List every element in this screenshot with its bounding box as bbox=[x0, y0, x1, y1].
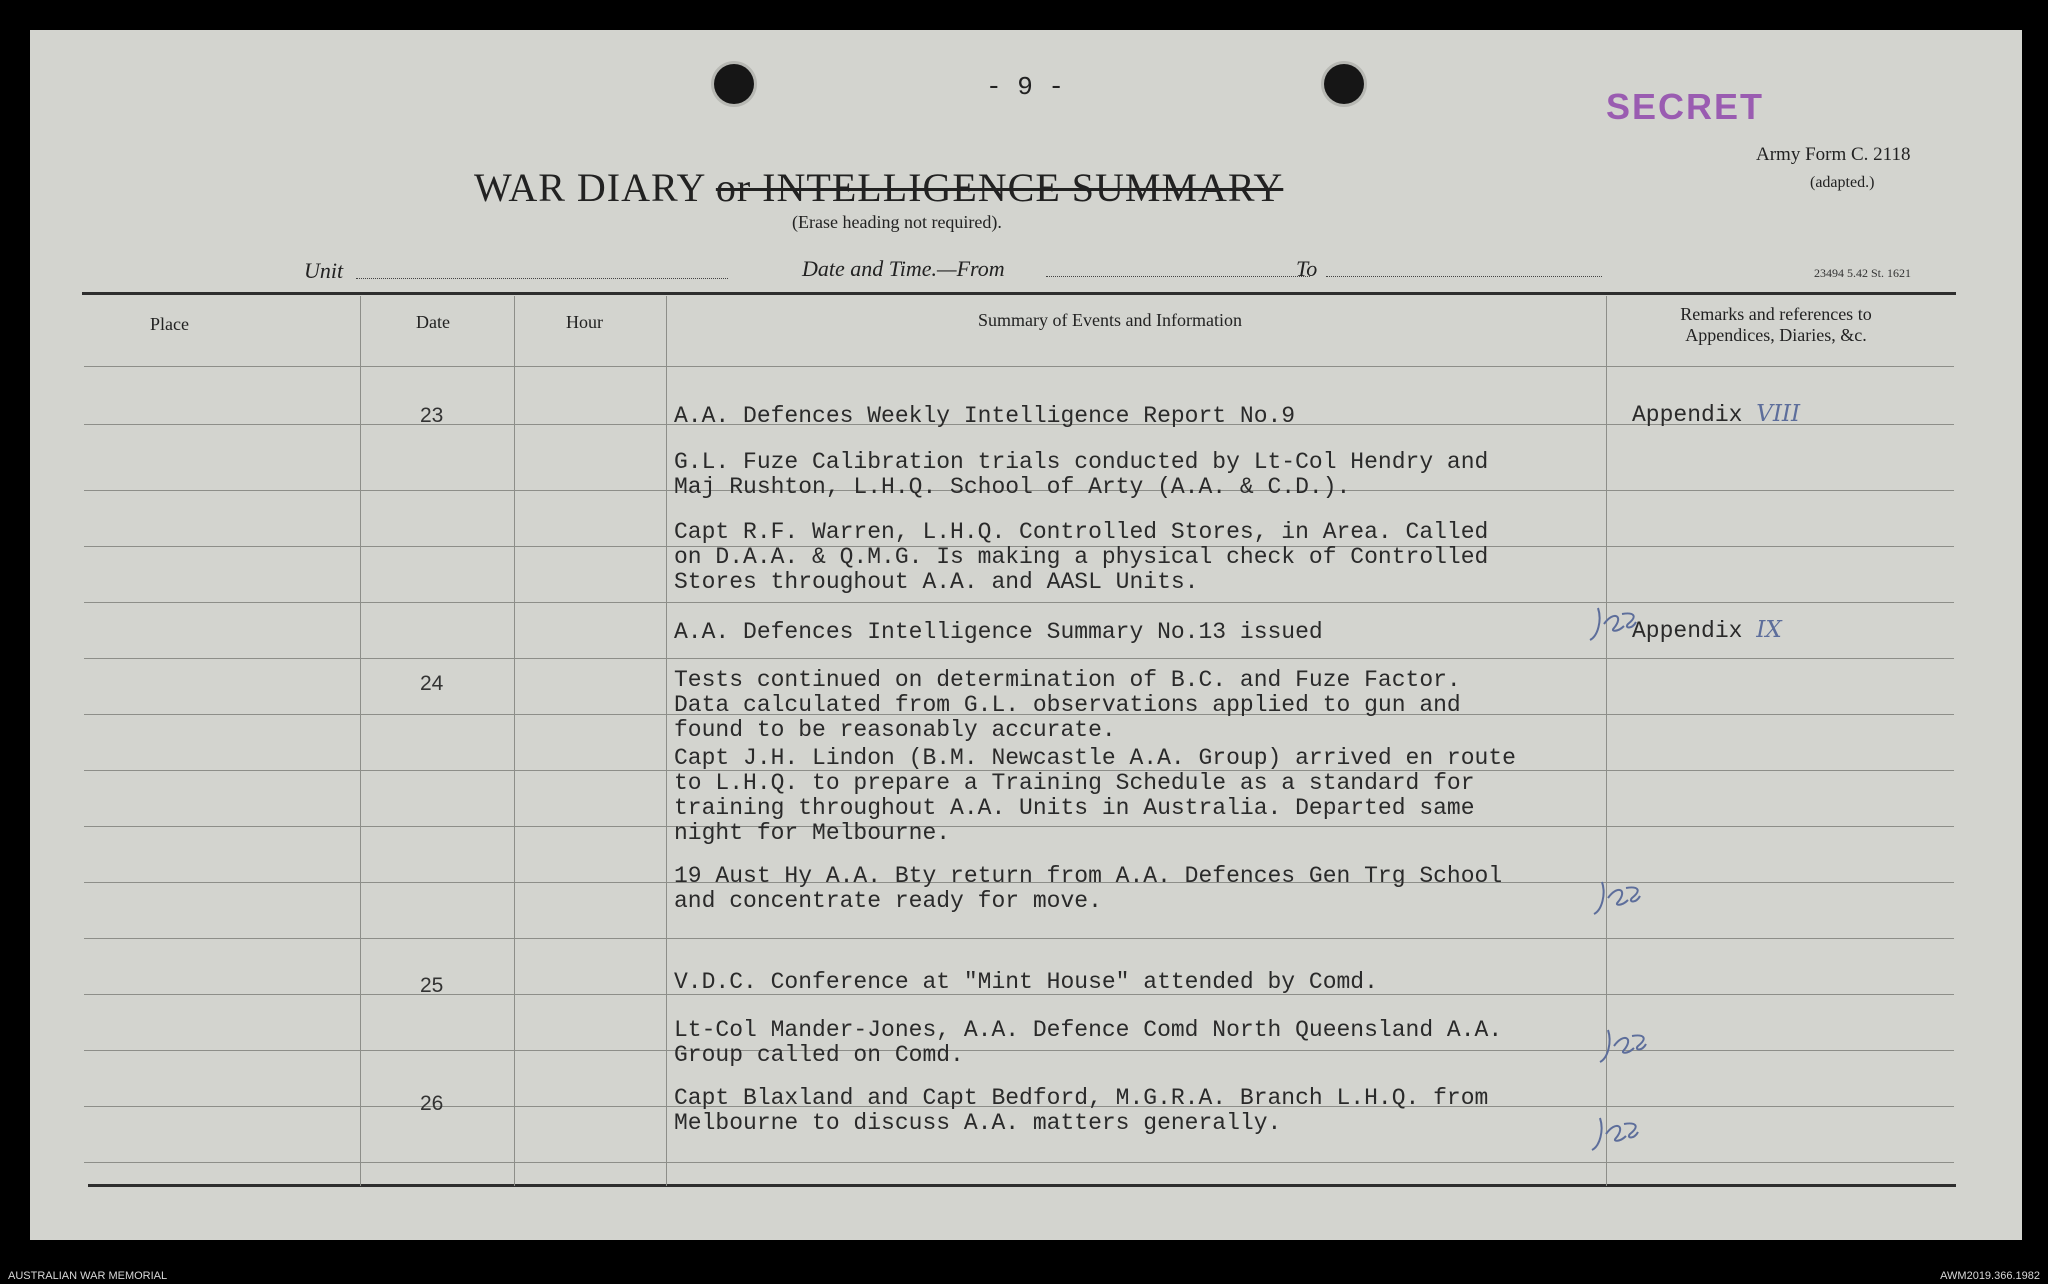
entry-line: 19 Aust Hy A.A. Bty return from A.A. Defences Gen Trg School bbox=[674, 863, 1503, 889]
entry-line: Group called on Comd. bbox=[674, 1042, 964, 1068]
entry-line: Capt J.H. Lindon (B.M. Newcastle A.A. Group) arrived en route bbox=[674, 745, 1516, 771]
entry-line: training throughout A.A. Units in Australia. Departed same bbox=[674, 795, 1475, 821]
entry-line: Tests continued on determination of B.C. and Fuze Factor. bbox=[674, 667, 1461, 693]
column-divider bbox=[666, 296, 667, 1186]
column-header-place: Place bbox=[150, 314, 189, 334]
title-war-diary: WAR DIARY bbox=[474, 165, 705, 210]
entry-line: A.A. Defences Intelligence Summary No.13 issued bbox=[674, 619, 1323, 645]
entry-line: night for Melbourne. bbox=[674, 820, 951, 846]
document-title bbox=[474, 164, 1283, 211]
title-struck-intelligence-summary: or INTELLIGENCE SUMMARY bbox=[715, 165, 1284, 210]
entry-line: Data calculated from G.L. observations applied to gun and bbox=[674, 692, 1461, 718]
diary-entry bbox=[674, 620, 1323, 645]
remarks-header-line-1: Remarks and references to bbox=[1680, 304, 1872, 324]
column-header-date: Date bbox=[416, 312, 450, 332]
diary-entry bbox=[674, 864, 1502, 914]
diary-entry bbox=[674, 668, 1461, 743]
footer-accession-number: AWM2019.366.1982 bbox=[1940, 1270, 2040, 1282]
secret-stamp: SECRET bbox=[1606, 86, 1765, 127]
punch-hole-right bbox=[1324, 64, 1364, 104]
remark-appendix: Appendix bbox=[1632, 618, 1743, 644]
entry-line: Melbourne to discuss A.A. matters generally. bbox=[674, 1110, 1282, 1136]
unit-label: Unit bbox=[304, 258, 344, 283]
row-rule bbox=[84, 938, 1954, 939]
entry-line: to L.H.Q. to prepare a Training Schedule as a standard for bbox=[674, 770, 1475, 796]
diary-entry bbox=[674, 450, 1488, 500]
row-rule bbox=[84, 366, 1954, 367]
to-label: To bbox=[1296, 256, 1318, 281]
column-header-hour: Hour bbox=[566, 312, 603, 332]
remark bbox=[1632, 402, 1800, 428]
diary-entry bbox=[674, 1018, 1502, 1068]
diary-entry bbox=[674, 1086, 1488, 1136]
entry-line: G.L. Fuze Calibration trials conducted by Lt-Col Hendry and bbox=[674, 449, 1489, 475]
entry-date: 26 bbox=[420, 1092, 444, 1115]
column-header-summary: Summary of Events and Information bbox=[978, 310, 1242, 330]
handwritten-initials bbox=[1588, 876, 1648, 922]
row-rule bbox=[84, 602, 1954, 603]
column-divider bbox=[360, 296, 361, 1186]
from-field bbox=[1046, 276, 1310, 277]
entry-date: 24 bbox=[420, 672, 444, 695]
to-field bbox=[1326, 276, 1602, 277]
footer-institution: AUSTRALIAN WAR MEMORIAL bbox=[8, 1270, 168, 1282]
remark-handwritten-number: IX bbox=[1756, 617, 1782, 643]
table-top-rule bbox=[82, 292, 1956, 295]
handwritten-initials bbox=[1594, 1024, 1654, 1070]
entry-line: A.A. Defences Weekly Intelligence Report No.9 bbox=[674, 403, 1296, 429]
unit-field bbox=[356, 278, 728, 279]
diary-entry bbox=[674, 746, 1516, 846]
entry-line: Capt R.F. Warren, L.H.Q. Controlled Stores, in Area. Called bbox=[674, 519, 1489, 545]
punch-hole-left bbox=[714, 64, 754, 104]
erase-note: (Erase heading not required). bbox=[792, 212, 1002, 232]
diary-page bbox=[30, 30, 2022, 1240]
diary-entry bbox=[674, 520, 1488, 595]
entry-line: Stores throughout A.A. and AASL Units. bbox=[674, 569, 1199, 595]
row-rule bbox=[84, 658, 1954, 659]
date-time-label: Date and Time.—From bbox=[802, 256, 1005, 281]
handwritten-initials bbox=[1584, 602, 1644, 648]
entry-line: Maj Rushton, L.H.Q. School of Arty (A.A. & C.D.). bbox=[674, 474, 1351, 500]
entry-line: and concentrate ready for move. bbox=[674, 888, 1102, 914]
entry-date: 23 bbox=[420, 404, 444, 427]
remarks-header-line-2: Appendices, Diaries, &c. bbox=[1685, 325, 1867, 345]
column-divider bbox=[514, 296, 515, 1186]
table-bottom-rule bbox=[88, 1184, 1956, 1187]
entry-date: 25 bbox=[420, 974, 444, 997]
entry-line: Capt Blaxland and Capt Bedford, M.G.R.A. Branch L.H.Q. from bbox=[674, 1085, 1489, 1111]
page-number: - 9 - bbox=[986, 72, 1065, 102]
entry-line: Lt-Col Mander-Jones, A.A. Defence Comd North Queensland A.A. bbox=[674, 1017, 1503, 1043]
remark-appendix: Appendix bbox=[1632, 402, 1743, 428]
army-form-note: (adapted.) bbox=[1810, 174, 1875, 191]
diary-entry bbox=[674, 404, 1295, 429]
remark bbox=[1632, 618, 1782, 644]
remark-handwritten-number: VIII bbox=[1756, 401, 1801, 427]
entry-line: found to be reasonably accurate. bbox=[674, 717, 1116, 743]
entry-line: on D.A.A. & Q.M.G. Is making a physical check of Controlled bbox=[674, 544, 1489, 570]
army-form-number: Army Form C. 2118 bbox=[1756, 144, 1911, 165]
entry-line: V.D.C. Conference at "Mint House" attended by Comd. bbox=[674, 969, 1378, 995]
row-rule bbox=[84, 1162, 1954, 1163]
handwritten-initials bbox=[1586, 1112, 1646, 1158]
column-header-remarks bbox=[1626, 304, 1926, 346]
print-code: 23494 5.42 St. 1621 bbox=[1814, 266, 1912, 280]
diary-entry bbox=[674, 970, 1378, 995]
